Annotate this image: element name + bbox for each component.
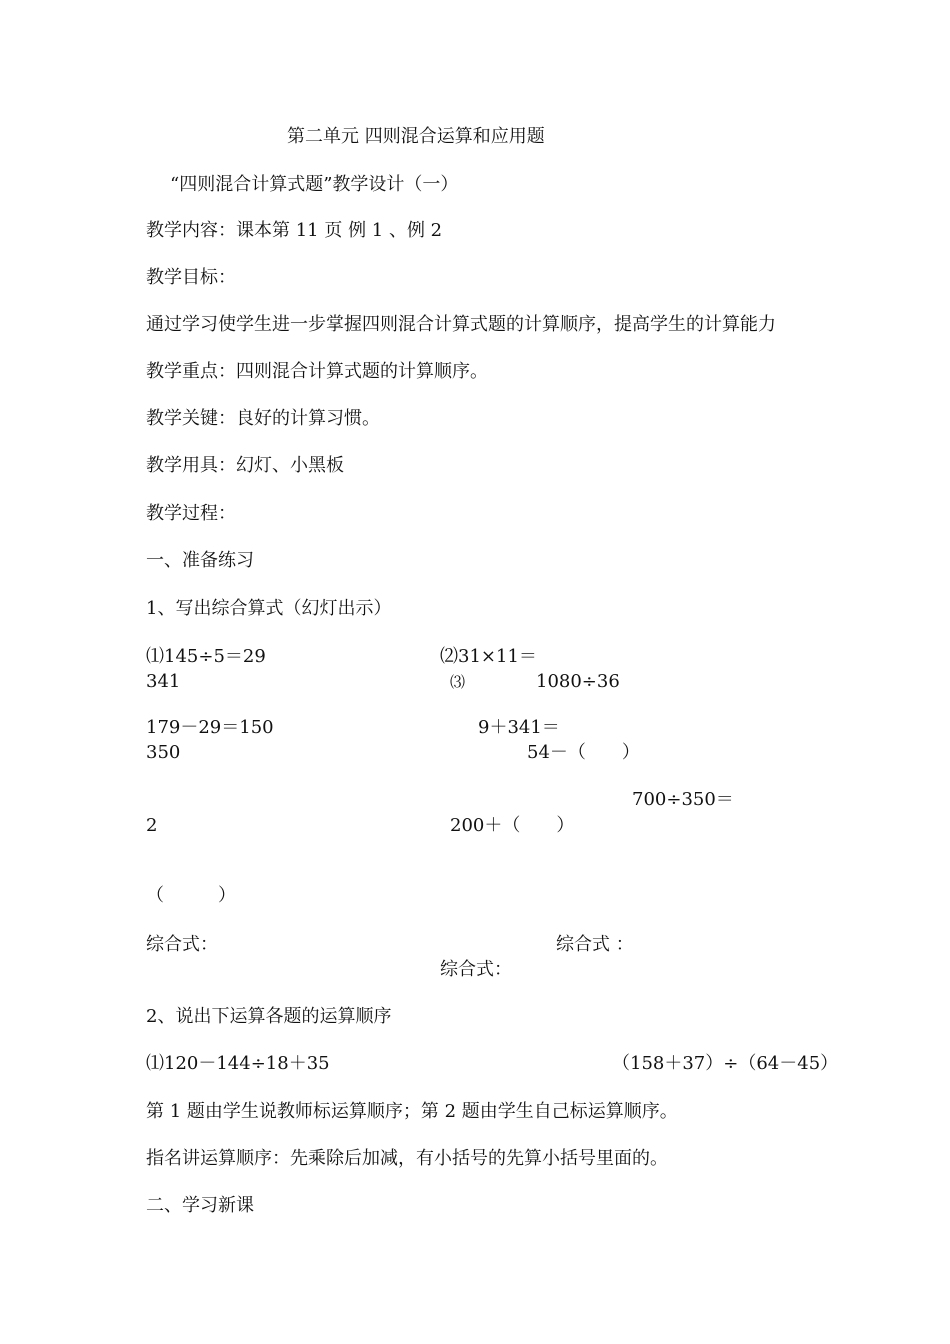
exercise-3-line-1: 1080÷36 bbox=[536, 671, 620, 692]
exercise-3-line-2: 54－（ ） bbox=[527, 742, 640, 763]
exercise-item-1: 1、写出综合算式（幻灯出示） bbox=[146, 598, 392, 619]
combined-formula-label-1: 综合式： bbox=[146, 934, 218, 955]
exercise-item-2: 2、说出下运算各题的运算顺序 bbox=[146, 1006, 392, 1027]
teaching-tools: 教学用具：幻灯、小黑板 bbox=[146, 455, 344, 476]
exercise-1-line-1: ⑴145÷5＝29 bbox=[146, 646, 266, 667]
teaching-key: 教学关键：良好的计算习惯。 bbox=[146, 408, 380, 429]
order-question-2: （158＋37）÷（64－45） bbox=[612, 1053, 839, 1074]
section-heading-2: 二、学习新课 bbox=[146, 1195, 254, 1216]
exercise-1-line-4: 350 bbox=[146, 742, 181, 763]
combined-formula-label-3: 综合式 ： bbox=[556, 934, 634, 955]
exercise-3-label: ⑶ bbox=[450, 673, 466, 691]
teaching-goal-label: 教学目标： bbox=[146, 267, 236, 288]
exercise-2-line-1: ⑵31×11＝ bbox=[440, 646, 537, 667]
teaching-key-point: 教学重点：四则混合计算式题的计算顺序。 bbox=[146, 361, 488, 382]
exercise-2-line-2: 9＋341＝ bbox=[478, 717, 560, 738]
exercise-1-line-5: 2 bbox=[146, 815, 158, 836]
exercise-3-line-3: 700÷350＝ bbox=[632, 789, 734, 810]
exercise-1-line-2: 341 bbox=[146, 671, 181, 692]
order-question-1: ⑴120－144÷18＋35 bbox=[146, 1053, 330, 1074]
exercise-1-blank: （ ） bbox=[146, 885, 236, 906]
teaching-content: 教学内容：课本第 11 页 例 1 、例 2 bbox=[146, 220, 443, 241]
instruction-note-1: 第 1 题由学生说教师标运算顺序；第 2 题由学生自己标运算顺序。 bbox=[146, 1101, 678, 1122]
section-heading-1: 一、准备练习 bbox=[146, 550, 254, 571]
exercise-2-line-3: 200＋（ ） bbox=[450, 815, 575, 836]
lesson-subtitle: “四则混合计算式题”教学设计（一） bbox=[170, 174, 459, 195]
combined-formula-label-2: 综合式： bbox=[440, 959, 512, 980]
teaching-goal-text: 通过学习使学生进一步掌握四则混合计算式题的计算顺序，提高学生的计算能力 bbox=[146, 314, 776, 335]
exercise-1-line-3: 179－29＝150 bbox=[146, 717, 274, 738]
instruction-note-2: 指名讲运算顺序：先乘除后加减，有小括号的先算小括号里面的。 bbox=[146, 1148, 668, 1169]
document-title: 第二单元 四则混合运算和应用题 bbox=[287, 126, 545, 147]
teaching-process-label: 教学过程： bbox=[146, 503, 236, 524]
